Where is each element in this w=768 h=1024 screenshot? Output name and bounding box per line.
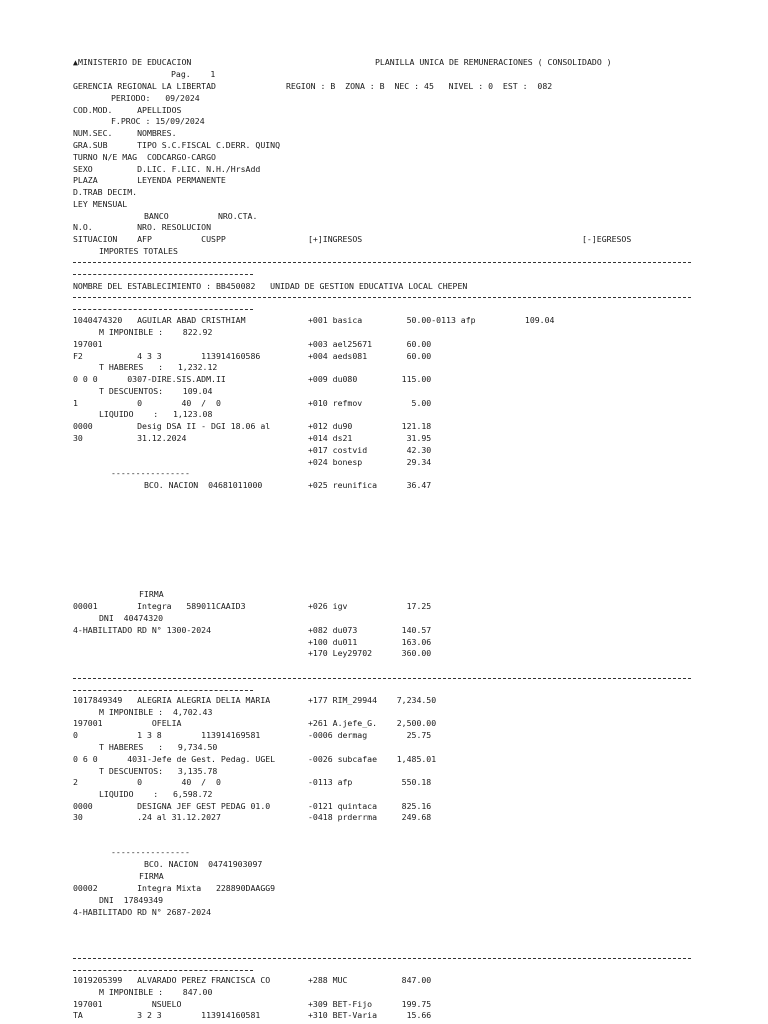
header-codmod: COD.MOD. APELLIDOS: [73, 105, 182, 115]
report-title: PLANILLA UNICA DE REMUNERACIONES ( CONSOLIDADO ): [375, 57, 612, 67]
signature-line: ----------------: [111, 468, 190, 478]
divider: [73, 970, 253, 971]
egresos-header: [-]EGRESOS: [582, 234, 632, 244]
employee-1-name: 1040474320 AGUILAR ABAD CRISTHIAM: [73, 315, 246, 325]
employee-3-line: TA 3 2 3 113914160581: [73, 1010, 261, 1020]
employee-1-haberes: T HABERES : 1,232.12: [99, 362, 218, 372]
employee-2-afp: 00002 Integra Mixta 228890DAAGG9: [73, 883, 276, 893]
employee-1-line: 1 0 40 / 0: [73, 398, 221, 408]
divider: [73, 309, 253, 310]
page-number: Pag. 1: [171, 69, 216, 79]
divider: [73, 297, 691, 298]
header-banco: BANCO NRO.CTA.: [144, 211, 258, 221]
concept-line: +001 basica 50.00-0113 afp 109.04: [308, 315, 555, 325]
concept-line: +170 Ley29702 360.00: [308, 648, 432, 658]
concept-line: +014 ds21 31.95: [308, 433, 432, 443]
employee-2-firma: FIRMA: [139, 871, 164, 881]
employee-1-imponible: M IMPONIBLE : 822.92: [99, 327, 213, 337]
concept-line: +082 du073 140.57: [308, 625, 432, 635]
employee-1-liquido: LIQUIDO : 1,123.08: [99, 409, 213, 419]
employee-2-cargo: 0 6 0 4031-Jefe de Gest. Pedag. UGEL: [73, 754, 276, 764]
employee-2-dni: DNI 17849349: [99, 895, 164, 905]
employee-2-banco: BCO. NACION 04741903097: [144, 859, 263, 869]
employee-1-firma: FIRMA: [139, 589, 164, 599]
signature-line: ----------------: [111, 847, 190, 857]
concept-line: +100 du011 163.06: [308, 637, 432, 647]
concept-line: +026 igv 17.25: [308, 601, 432, 611]
concept-line: +009 du080 115.00: [308, 374, 432, 384]
header-plaza: PLAZA LEYENDA PERMANENTE: [73, 175, 226, 185]
ingresos-header: [+]INGRESOS: [308, 234, 363, 244]
gerencia: GERENCIA REGIONAL LA LIBERTAD: [73, 81, 216, 91]
employee-1-dni: DNI 40474320: [99, 613, 164, 623]
divider: [73, 958, 691, 959]
concept-line: +309 BET-Fijo 199.75: [308, 999, 432, 1009]
employee-1-descuentos: T DESCUENTOS: 109.04: [99, 386, 213, 396]
employee-2-leyenda: 0000 DESIGNA JEF GEST PEDAG 01.0: [73, 801, 271, 811]
divider: [73, 690, 253, 691]
employee-2-descuentos: T DESCUENTOS: 3,135.78: [99, 766, 218, 776]
concept-line: +261 A.jefe_G. 2,500.00: [308, 718, 437, 728]
employee-1-afp: 00001 Integra 589011CAAID3: [73, 601, 246, 611]
concept-line: +010 refmov 5.00: [308, 398, 432, 408]
concept-line: +310 BET-Varia 15.66: [308, 1010, 432, 1020]
header-situacion: SITUACION AFP CUSPP: [73, 234, 226, 244]
header-no: N.O. NRO. RESOLUCION: [73, 222, 212, 232]
concept-line: +004 aeds081 60.00: [308, 351, 432, 361]
concept-line: -0418 prderrma 249.68: [308, 812, 432, 822]
employee-1-leyenda: 30 31.12.2024: [73, 433, 187, 443]
header-numsec: NUM.SEC. NOMBRES.: [73, 128, 177, 138]
concept-line: +177 RIM_29944 7,234.50: [308, 695, 437, 705]
fecha-proceso: F.PROC : 15/09/2024: [111, 116, 205, 126]
concept-line: -0113 afp 550.18: [308, 777, 432, 787]
employee-1-leyenda: 0000 Desig DSA II - DGI 18.06 al: [73, 421, 271, 431]
employee-2-line: 197001 OFELIA: [73, 718, 182, 728]
concept-line: +012 du90 121.18: [308, 421, 432, 431]
employee-2-name: 1017849349 ALEGRIA ALEGRIA DELIA MARIA: [73, 695, 271, 705]
employee-1-line: 197001: [73, 339, 103, 349]
employee-2-liquido: LIQUIDO : 6,598.72: [99, 789, 213, 799]
divider: [73, 678, 691, 679]
importes-header: IMPORTES TOTALES: [99, 246, 178, 256]
employee-1-banco: BCO. NACION 04681011000: [144, 480, 263, 490]
header-dtrab: D.TRAB DECIM.: [73, 187, 138, 197]
employee-2-line: 0 1 3 8 113914169581: [73, 730, 261, 740]
employee-3-name: 1019205399 ALVARADO PEREZ FRANCISCA CO: [73, 975, 271, 985]
employee-1-habilitado: 4-HABILITADO RD N° 1300-2024: [73, 625, 212, 635]
employee-3-line: 197001 NSUELO: [73, 999, 182, 1009]
employee-2-line: 2 0 40 / 0: [73, 777, 221, 787]
concept-line: -0026 subcafae 1,485.01: [308, 754, 437, 764]
employee-1-cargo: 0 0 0 0307-DIRE.SIS.ADM.II: [73, 374, 226, 384]
concept-line: +024 bonesp 29.34: [308, 457, 432, 467]
concept-line: +017 costvid 42.30: [308, 445, 432, 455]
divider: [73, 274, 253, 275]
employee-2-leyenda: 30 .24 al 31.12.2027: [73, 812, 221, 822]
concept-line: +288 MUC 847.00: [308, 975, 432, 985]
divider: [73, 262, 691, 263]
ministry-line: ▲MINISTERIO DE EDUCACION: [73, 57, 192, 67]
employee-2-imponible: M IMPONIBLE : 4,702.43: [99, 707, 213, 717]
concept-line: -0121 quintaca 825.16: [308, 801, 432, 811]
employee-2-haberes: T HABERES : 9,734.50: [99, 742, 218, 752]
header-turno: TURNO N/E MAG CODCARGO-CARGO: [73, 152, 216, 162]
concept-line: +025 reunifica 36.47: [308, 480, 432, 490]
employee-2-habilitado: 4-HABILITADO RD N° 2687-2024: [73, 907, 212, 917]
header-sexo: SEXO D.LIC. F.LIC. N.H./HrsAdd: [73, 164, 261, 174]
concept-line: +003 ael25671 60.00: [308, 339, 432, 349]
header-grasub: GRA.SUB TIPO S.C.FISCAL C.DERR. QUINQ: [73, 140, 281, 150]
establecimiento: NOMBRE DEL ESTABLECIMIENTO : BB450082 UNIDAD DE GESTION EDUCATIVA LOCAL CHEPEN: [73, 281, 468, 291]
employee-3-imponible: M IMPONIBLE : 847.00: [99, 987, 213, 997]
header-ley: LEY MENSUAL: [73, 199, 128, 209]
concept-line: -0006 dermag 25.75: [308, 730, 432, 740]
periodo: PERIODO: 09/2024: [111, 93, 200, 103]
employee-1-line: F2 4 3 3 113914160586: [73, 351, 261, 361]
ministry-name: MINISTERIO DE EDUCACION: [77, 57, 192, 67]
region-line: REGION : B ZONA : B NEC : 45 NIVEL : 0 EST : 082: [286, 81, 553, 91]
